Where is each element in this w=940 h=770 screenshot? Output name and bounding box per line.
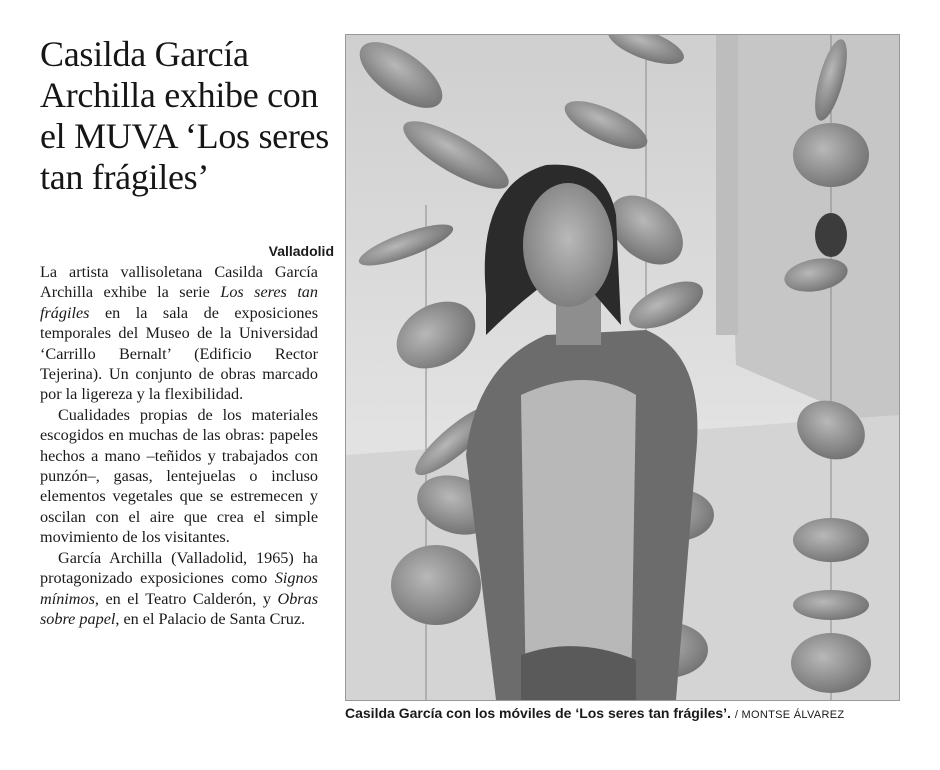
news-photo — [345, 34, 900, 701]
text-run: La artista vallisoletana Casilda García Archilla exhibe la serie — [40, 263, 318, 302]
text-run: en la sala de exposiciones temporales del Museo de la Universidad ‘Carrillo Bernalt’ (Edificio Rector Tejerina). Un conjunto de obras marcado por la ligereza y la flexibilidad. — [40, 303, 318, 404]
paragraph-3 — [40, 548, 318, 630]
photo-credit: / MONTSE ÁLVAREZ — [734, 709, 845, 721]
text-run: García Archilla (Valladolid, 1965) ha protagonizado exposiciones como — [40, 548, 318, 588]
artwork-title: Los seres tan frágiles — [40, 283, 318, 322]
paragraph-1 — [40, 262, 318, 405]
article-body — [40, 262, 318, 629]
caption-text: Casilda García con los móviles de ‘Los seres tan frágiles’. — [345, 705, 731, 721]
exhibition-title: Signos mínimos — [40, 569, 318, 608]
text-run: , en el Palacio de Santa Cruz. — [115, 609, 306, 628]
text-run: , en el Teatro Calderón, y — [94, 589, 278, 608]
dateline: Valladolid — [268, 243, 334, 259]
paragraph-2: Cualidades propias de los materiales escogidos en muchas de las obras: papeles hechos a mano –teñidos y trabajados con punzón–, gasas, lentejuelas o incluso elementos vegetales que se estremecen y oscilan con el aire que crea el simple movimiento de los visitantes. — [40, 405, 318, 547]
photo-illustration — [346, 35, 899, 700]
exhibition-title: Obras sobre papel — [40, 589, 318, 628]
photo-caption — [345, 704, 905, 724]
headline: Casilda García Archilla exhibe con el MUVA ‘Los seres tan frágiles’ — [40, 34, 329, 197]
